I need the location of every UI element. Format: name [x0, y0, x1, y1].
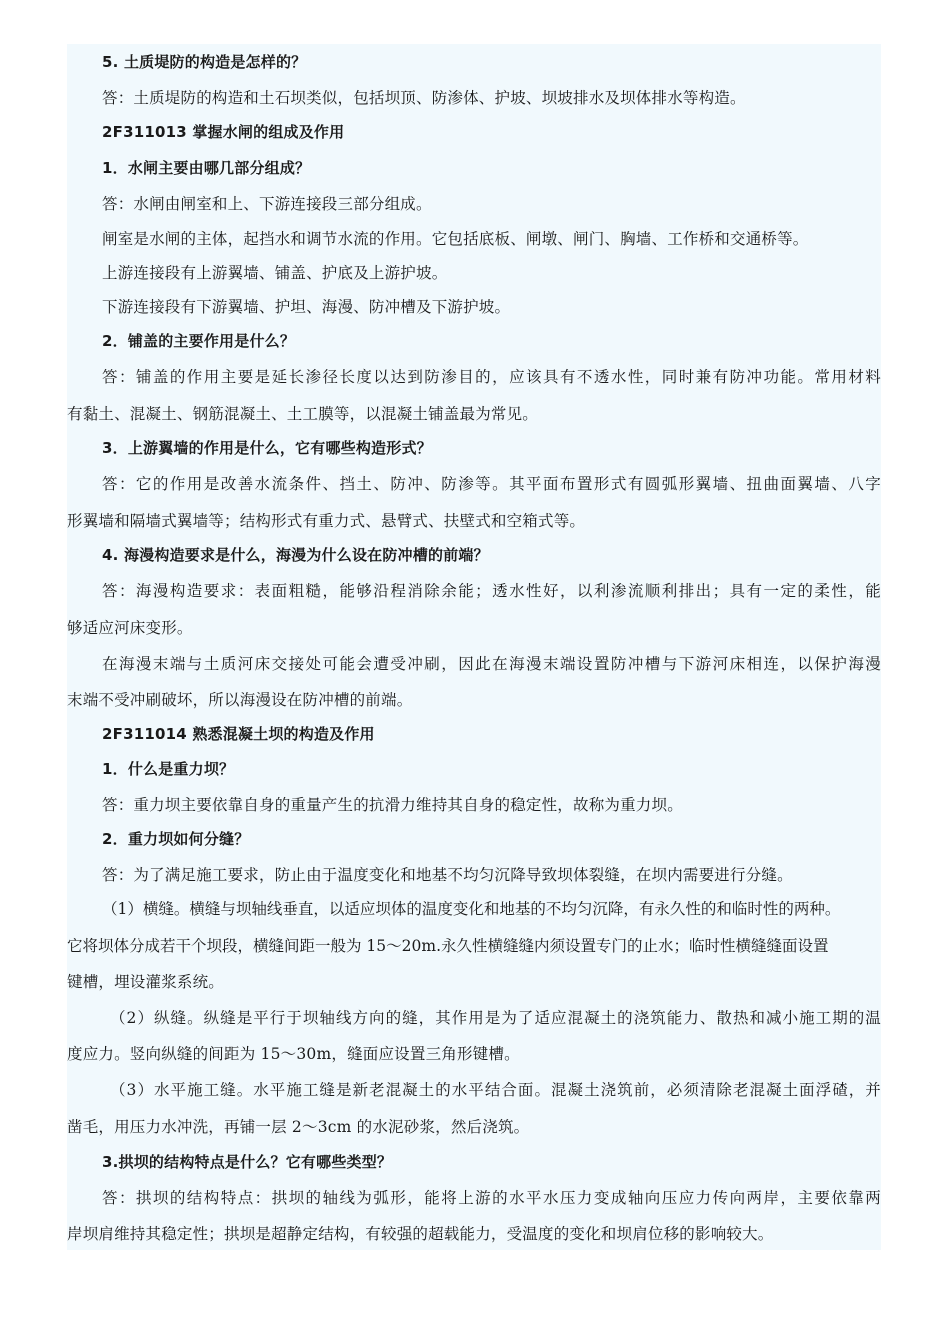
question-heading: 5. 土质堤防的构造是怎样的？	[102, 53, 307, 71]
answer-text: 够适应河床变形。	[67, 619, 193, 637]
question-heading: 1．水闸主要由哪几部分组成？	[102, 159, 311, 177]
answer-text: （1）横缝。横缝与坝轴线垂直，以适应坝体的温度变化和地基的不均匀沉降，有永久性的和临时性的两种。	[102, 900, 841, 918]
answer-text: 岸坝肩维持其稳定性；拱坝是超静定结构，有较强的超载能力，受温度的变化和坝肩位移的影响较大。	[67, 1225, 774, 1243]
answer-text: 答：铺盖的作用主要是延长渗径长度以达到防渗目的，应该具有不透水性，同时兼有防冲功能。常用材料	[102, 368, 881, 386]
answer-text: 键槽，埋设灌浆系统。	[67, 973, 225, 991]
question-heading: 2．重力坝如何分缝？	[102, 830, 250, 848]
answer-text: 答：重力坝主要依靠自身的重量产生的抗滑力维持其自身的稳定性，故称为重力坝。	[102, 796, 683, 814]
answer-text: 答：海漫构造要求：表面粗糙，能够沿程消除余能；透水性好，以利渗流顺利排出；具有一定的柔性，能	[102, 582, 881, 600]
answer-text: 凿毛，用压力水冲洗，再铺一层 2～3cm 的水泥砂浆，然后浇筑。	[67, 1118, 530, 1136]
answer-text: 答：为了满足施工要求，防止由于温度变化和地基不均匀沉降导致坝体裂缝，在坝内需要进行分缝。	[102, 866, 793, 884]
answer-text: 上游连接段有上游翼墙、铺盖、护底及上游护坡。	[102, 264, 448, 282]
answer-text: （3）水平施工缝。水平施工缝是新老混凝土的水平结合面。混凝土浇筑前，必须清除老混凝土面浮碴，并	[110, 1081, 881, 1099]
question-heading: 3.拱坝的结构特点是什么？它有哪些类型？	[102, 1153, 393, 1171]
answer-text: 答：水闸由闸室和上、下游连接段三部分组成。	[102, 195, 432, 213]
answer-text: （2）纵缝。纵缝是平行于坝轴线方向的缝，其作用是为了适应混凝土的浇筑能力、散热和减小施工期的温	[110, 1009, 881, 1027]
answer-text: 答：它的作用是改善水流条件、挡土、防冲、防渗等。其平面布置形式有圆弧形翼墙、扭曲面翼墙、八字	[102, 475, 881, 493]
answer-text: 在海漫末端与土质河床交接处可能会遭受冲刷，因此在海漫末端设置防冲槽与下游河床相连，以保护海漫	[102, 655, 881, 673]
section-heading: 2F311013 掌握水闸的组成及作用	[102, 123, 345, 141]
answer-text: 它将坝体分成若干个坝段，横缝间距一般为 15～20m.永久性横缝缝内须设置专门的止水；临时性横缝缝面设置	[67, 937, 829, 955]
question-heading: 4. 海漫构造要求是什么，海漫为什么设在防冲槽的前端？	[102, 546, 489, 564]
answer-text: 答：土质堤防的构造和土石坝类似，包括坝顶、防渗体、护坡、坝坡排水及坝体排水等构造。	[102, 89, 746, 107]
answer-text: 度应力。竖向纵缝的间距为 15～30m，缝面应设置三角形键槽。	[67, 1045, 520, 1063]
answer-text: 形翼墙和隔墙式翼墙等；结构形式有重力式、悬臂式、扶壁式和空箱式等。	[67, 512, 586, 530]
answer-text: 闸室是水闸的主体，起挡水和调节水流的作用。它包括底板、闸墩、闸门、胸墙、工作桥和交通桥等。	[102, 230, 809, 248]
question-heading: 3．上游翼墙的作用是什么，它有哪些构造形式？	[102, 439, 432, 457]
section-heading: 2F311014 熟悉混凝土坝的构造及作用	[102, 725, 375, 743]
answer-text: 下游连接段有下游翼墙、护坦、海漫、防冲槽及下游护坡。	[102, 298, 511, 316]
page-sheet	[67, 44, 881, 1250]
answer-text: 末端不受冲刷破坏，所以海漫设在防冲槽的前端。	[67, 691, 413, 709]
question-heading: 1．什么是重力坝？	[102, 760, 235, 778]
answer-text: 有黏土、混凝土、钢筋混凝土、土工膜等，以混凝土铺盖最为常见。	[67, 405, 539, 423]
question-heading: 2．铺盖的主要作用是什么？	[102, 332, 296, 350]
answer-text: 答：拱坝的结构特点：拱坝的轴线为弧形，能将上游的水平水压力变成轴向压应力传向两岸，主要依靠两	[102, 1189, 881, 1207]
